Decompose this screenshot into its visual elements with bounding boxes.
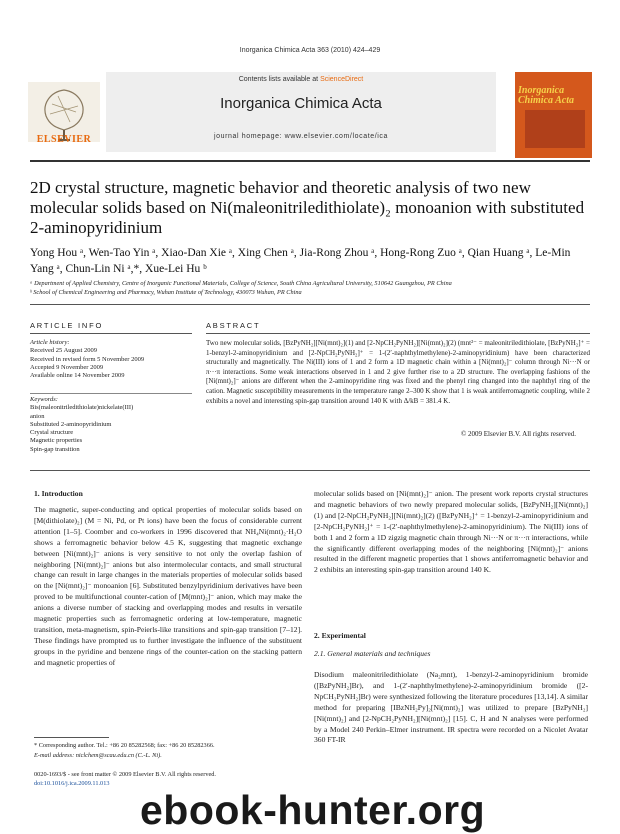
keyword-item: Substituted 2-aminopyridinium: [30, 420, 112, 428]
experimental-heading: 2. Experimental: [314, 631, 366, 640]
materials-subheading: 2.1. General materials and techniques: [314, 649, 431, 658]
journal-name: Inorganica Chimica Acta: [220, 95, 382, 112]
history-revised: Received in revised form 5 November 2009: [30, 355, 145, 363]
contents-prefix: Contents lists available at: [238, 76, 321, 83]
footnote-rule: [34, 737, 109, 738]
history-received: Received 25 August 2009: [30, 347, 97, 355]
history-online: Available online 14 November 2009: [30, 372, 125, 380]
keyword-item: Spin-gap transition: [30, 445, 80, 453]
history-label: Article history:: [30, 339, 70, 346]
keyword-item: anion: [30, 412, 45, 420]
affiliation-rule: [30, 304, 590, 305]
keywords-rule: [30, 393, 192, 394]
abstract-heading: ABSTRACT: [206, 321, 261, 330]
history-accepted: Accepted 9 November 2009: [30, 363, 104, 371]
issn-line: 0020-1693/$ - see front matter © 2009 Elsevier B.V. All rights reserved.: [34, 771, 216, 778]
abstract-rule: [206, 333, 590, 334]
footnote: [34, 741, 302, 760]
elsevier-wordmark: ELSEVIER: [36, 134, 92, 145]
sciencedirect-link[interactable]: ScienceDirect: [320, 76, 364, 83]
doi-link[interactable]: doi:10.1016/j.ica.2009.11.013: [34, 780, 110, 787]
journal-homepage[interactable]: journal homepage: www.elsevier.com/locate/ica: [213, 133, 389, 140]
abstract-text: Two new molecular solids, [BzPyNH₂][Ni(mnt)₂](1) and [2-NpCH₂PyNH₂][Ni(mnt)₂](2) (mnt²⁻ = maleonitriledithiolate, [BzPyNH₂]⁺ = 1-benzyl-2-aminopyridinium and [2-NpCH₂PyNH₂]⁺ = 1-(2′-naphthylmethylene)-2-aminopyridinium) have been characterized structurally and magnetically. The Ni(III) ions of 1 and 2 form a 1D magnetic chain within a [Ni(mnt)₂]⁻ column through Ni···N or π···π interactions. Some weak interactions observed in 1 and 2 give further rise to a 2D structure. The overlapping fashions of the [Ni(mnt)₂]⁻ anions are different when the 2-aminopyridine ring was fixed and the phenyl ring changed into the naphthyl ring of the cation. Magnetic susceptibility measurements in the temperature range 2–300 K show that 1 is weak antiferromagnetic coupling, while 2 exhibits a novel and interesting spin-gap transition around 140 K with Δ/kB = 381.4 K.: [206, 339, 590, 405]
contents-line: [106, 76, 496, 83]
materials-text: Disodium maleonitriledithiolate (Na₂mnt), 1-benzyl-2-aminopyridinium bromide ([BzPyNH₂]Br), and 1-(2′-naphthylmethylene)-2-aminopyridinium bromide ([2-NpCH₂PyNH₂]Br) were synthesized following the literature procedures [13,14]. A similar method for preparing [IBzNH₂Py]₂[Ni(mnt)₂] was utilized to prepare [BzPyNH₂][Ni(mnt)₂] and [2-NpCH₂PyNH₂][Ni(mnt)₂] [15]. C, H and N analyses were performed by a Model 240 Perkin–Elmer instrument. IR spectra were recorded on a Nicolet Avatar 360 FT-IR: [314, 670, 588, 745]
journal-reference: Inorganica Chimica Acta 363 (2010) 424–429: [239, 47, 381, 54]
keyword-item: Crystal structure: [30, 429, 74, 437]
article-info-rule: [30, 333, 192, 334]
keywords-label: Keywords:: [30, 396, 58, 403]
journal-cover-artwork: [525, 110, 585, 148]
header-rule: [30, 160, 590, 162]
keyword-item: Magnetic properties: [30, 437, 83, 445]
introduction-text: The magnetic, super-conducting and optical properties of molecular solids based on [M(dithiolate)₂] (M = Ni, Pd, or Pt ions) have been the focus of considerable current attention [1–5]. Coomber and co-workers in 1996 discovered that NH₄Ni(mnt)₂·H₂O shows a ferromagnetic behavior below 4.5 K, suggesting that magnetic exchange between [Ni(mnt)₂]⁻ anions is very sensitive to not only the overlap fashion of neighboring [Ni(mnt)₂]⁻ anions but also intermolecular contacts, and small structural change can result in large changes in the materials properties of molecular solids based on the [Ni(mnt)₂]⁻ monoanion [6]. Substituted benzylpyridinium derivatives have been proved to be multifunctional counter-cation of [M(mnt)₂]⁻ anion, which may make the anions a diverse number of stacking and overlapping modes and results in versatile magnetic properties such as ferromagnetic ordering at low-temperature, magnetic transition, meta-magnetism, spin-Peierls-like transitions and spin-gap transition [7–12]. These findings have prompted us to further investigate the influence of the substituent groups in the pyridine and benzene rings of the counter-cation on the stacking pattern and magnetic properties of: [34, 505, 302, 667]
affiliations: [30, 279, 590, 297]
abstract-bottom-rule: [30, 470, 590, 471]
affiliation-a: ᵃ Department of Applied Chemistry, Centre of Inorganic Functional Materials, College of Science, South China Agricultural University, 510642 Guangzhou, PR China: [30, 280, 452, 287]
journal-cover-title: Inorganica Chimica Acta: [518, 85, 575, 106]
affiliation-b: ᵇ School of Chemical Engineering and Pharmacy, Wuhan Institute of Technology, 430073 Wuhan, PR China: [30, 289, 302, 296]
watermark-text: ebook-hunter.org: [140, 787, 486, 833]
article-info-heading: ARTICLE INFO: [30, 321, 104, 330]
article-title: 2D crystal structure, magnetic behavior and theoretic analysis of two new molecular solids based on Ni(maleonitriledithiolate)₂ monoanion with substituted 2-aminopyridinium: [30, 178, 585, 237]
corresponding-email[interactable]: E-mail address: niclchem@scau.edu.cn (C.-L. Ni).: [34, 751, 162, 759]
corresponding-author: * Corresponding author. Tel.: +86 20 85282568; fax: +86 20 85282366.: [34, 742, 215, 749]
keywords-list: [30, 396, 192, 454]
abstract-copyright: © 2009 Elsevier B.V. All rights reserved.: [460, 430, 576, 438]
author-list: Yong Hou ᵃ, Wen-Tao Yin ᵃ, Xiao-Dan Xie ᵃ, Xing Chen ᵃ, Jia-Rong Zhou ᵃ, Hong-Rong Zuo ᵃ, Qian Huang ᵃ, Le-Min Yang ᵃ, Chun-Lin Ni ᵃ,*, Xue-Lei Hu ᵇ: [30, 247, 571, 275]
article-history: [30, 339, 192, 380]
front-matter: [34, 770, 302, 788]
introduction-continued-text: molecular solids based on [Ni(mnt)₂]⁻ anion. The present work reports crystal structures and magnetic behaviors of two newly prepared molecular solids, [BzPyNH₂][Ni(mnt)₂](1) and [2-NpCH₂PyNH₂][Ni(mnt)₂](2) ([BzPyNH₂]⁺ = 1-benzyl-2-aminopyridinium and [2-NpCH₂PyNH₂]⁺ = 1-(2′-naphthylmethylene)-2-aminopyridinium). The Ni(III) ions of both 1 and 2 form a 1D zigzig magnetic chain through Ni···N or π···π interactions, while the significantly different overlapping modes of the neighboring [Ni(mnt)₂]⁻ anions resulted in the different magnetic properties that 1 shows antiferromagnetic behavior and 2 exhibits an interesting spin-gap transition around 140 K.: [314, 489, 588, 575]
journal-header-box: [106, 72, 496, 152]
keyword-item: Bis(maleonitriledithiolate)nickelate(III): [30, 404, 134, 412]
introduction-heading: 1. Introduction: [34, 489, 83, 498]
